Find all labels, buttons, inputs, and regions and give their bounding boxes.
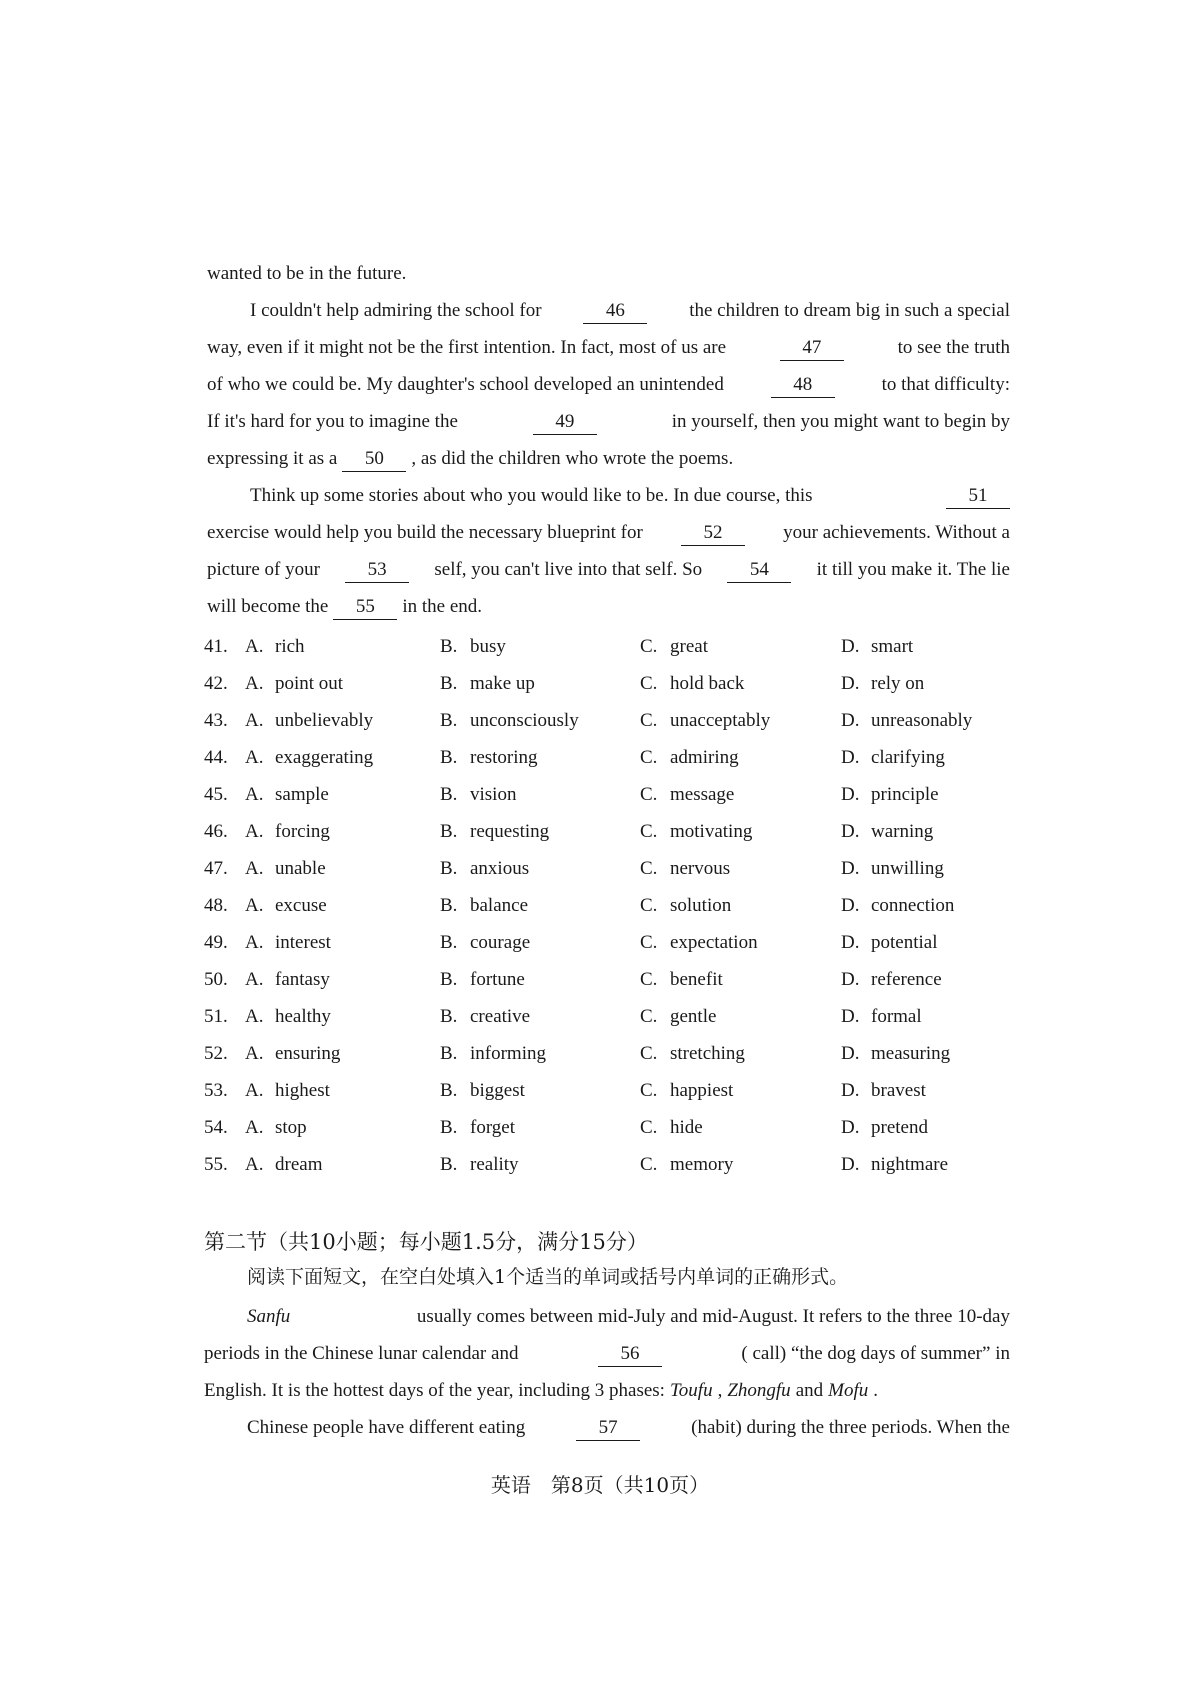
text-segment: way, even if it might not be the first intention. In fact, most of us are (207, 337, 727, 358)
option-letter: A. (245, 1043, 264, 1064)
answer-blank: 53 (345, 558, 409, 583)
text-segment: the children to dream big in such a special (689, 300, 1010, 321)
option-text: ensuring (275, 1043, 341, 1064)
option-b (440, 1109, 515, 1146)
text-segment: picture of your (207, 559, 320, 580)
option-text: potential (871, 932, 938, 953)
option-b (440, 1072, 525, 1109)
text-segment: exercise would help you build the necessary blueprint for (207, 522, 643, 543)
option-letter: B. (440, 747, 458, 768)
option-d (841, 887, 954, 924)
option-a (245, 850, 326, 887)
option-letter: C. (640, 821, 658, 842)
option-text: principle (871, 784, 939, 805)
option-letter: A. (245, 858, 264, 879)
option-text: vision (470, 784, 517, 805)
question-number: 46. (204, 821, 228, 842)
option-letter: C. (640, 1006, 658, 1027)
option-c (640, 887, 731, 924)
option-row (204, 961, 1024, 998)
option-text: courage (470, 932, 531, 953)
option-b (440, 924, 530, 961)
option-letter: B. (440, 1117, 458, 1138)
option-letter: D. (841, 1117, 860, 1138)
option-d (841, 813, 933, 850)
option-letter: B. (440, 784, 458, 805)
option-b (440, 998, 530, 1035)
option-letter: C. (640, 932, 658, 953)
option-text: measuring (871, 1043, 951, 1064)
text-segment: it till you make it. The lie (816, 559, 1010, 580)
option-letter: C. (640, 1080, 658, 1101)
option-letter: D. (841, 1006, 860, 1027)
question-number: 41. (204, 636, 228, 657)
text-segment: If it's hard for you to imagine the (207, 411, 458, 432)
section-instruction: 阅读下面短文，在空白处填入1个适当的单词或括号内单词的正确形式。 (247, 1266, 849, 1288)
question-number: 48. (204, 895, 228, 916)
italic-term: Toufu (669, 1380, 713, 1401)
answer-blank: 50 (342, 447, 406, 472)
option-letter: C. (640, 858, 658, 879)
option-letter: B. (440, 969, 458, 990)
option-text: make up (470, 673, 535, 694)
option-b (440, 813, 549, 850)
option-letter: A. (245, 821, 264, 842)
option-b (440, 665, 535, 702)
text-segment: in the end. (402, 596, 483, 617)
text-segment: English. It is the hottest days of the year, including 3 phases: (204, 1380, 665, 1401)
text-segment: I couldn't help admiring the school for (250, 300, 542, 321)
text-line (207, 440, 1010, 477)
text-segment: in yourself, then you might want to begin by (671, 411, 1010, 432)
option-text: healthy (275, 1006, 331, 1027)
option-letter: D. (841, 1080, 860, 1101)
option-text: forget (470, 1117, 516, 1138)
option-c (640, 702, 770, 739)
option-text: informing (470, 1043, 546, 1064)
option-text: balance (470, 895, 529, 916)
option-text: warning (871, 821, 934, 842)
text-segment: self, you can't live into that self. So (434, 559, 703, 580)
option-letter: C. (640, 895, 658, 916)
option-b (440, 628, 506, 665)
option-letter: D. (841, 932, 860, 953)
text-line (204, 1409, 1010, 1446)
option-d (841, 628, 913, 665)
question-number: 49. (204, 932, 228, 953)
text-segment: . (873, 1380, 878, 1401)
option-c (640, 1072, 733, 1109)
question-number: 55. (204, 1154, 228, 1175)
option-text: formal (871, 1006, 922, 1027)
option-letter: A. (245, 1117, 264, 1138)
text-segment: your achievements. Without a (783, 522, 1010, 543)
text-line (207, 366, 1010, 403)
question-number: 44. (204, 747, 228, 768)
text-line (207, 329, 1010, 366)
option-row (204, 850, 1024, 887)
question-number: 45. (204, 784, 228, 805)
option-letter: B. (440, 1043, 458, 1064)
option-a (245, 1109, 307, 1146)
option-d (841, 776, 939, 813)
option-letter: C. (640, 710, 658, 731)
option-c (640, 924, 758, 961)
option-text: creative (470, 1006, 531, 1027)
answer-blank: 52 (681, 521, 745, 546)
option-row (204, 1109, 1024, 1146)
option-text: reference (871, 969, 942, 990)
option-letter: D. (841, 747, 860, 768)
option-text: excuse (275, 895, 327, 916)
text-line (204, 1372, 1010, 1409)
text-line (207, 255, 1010, 292)
option-text: fortune (470, 969, 525, 990)
page-footer: 英语 第8页（共10页） (490, 1473, 710, 1497)
option-row (204, 1072, 1024, 1109)
option-c (640, 1035, 745, 1072)
option-c (640, 961, 723, 998)
option-text: bravest (871, 1080, 926, 1101)
option-text: dream (275, 1154, 323, 1175)
text-segment: , as did the children who wrote the poems. (411, 448, 734, 469)
text-segment: wanted to be in the future. (207, 263, 407, 284)
question-number: 51. (204, 1006, 228, 1027)
text-line (204, 1335, 1010, 1372)
option-b (440, 739, 538, 776)
option-letter: D. (841, 821, 860, 842)
answer-blank: 56 (598, 1342, 662, 1367)
option-text: rich (275, 636, 305, 657)
option-a (245, 1072, 330, 1109)
option-text: nightmare (871, 1154, 949, 1175)
option-a (245, 1035, 340, 1072)
text-segment: to see the truth (897, 337, 1010, 358)
option-letter: C. (640, 747, 658, 768)
option-c (640, 850, 730, 887)
option-a (245, 813, 330, 850)
option-letter: A. (245, 747, 264, 768)
option-c (640, 1109, 703, 1146)
option-text: requesting (470, 821, 550, 842)
option-text: unbelievably (275, 710, 374, 731)
text-line (207, 588, 1010, 625)
option-text: solution (670, 895, 732, 916)
text-line (207, 514, 1010, 551)
text-segment: , (717, 1380, 723, 1401)
option-letter: C. (640, 673, 658, 694)
text-segment: to that difficulty: (881, 374, 1010, 395)
option-letter: D. (841, 710, 860, 731)
option-text: connection (871, 895, 955, 916)
option-a (245, 739, 373, 776)
option-a (245, 702, 373, 739)
option-c (640, 628, 708, 665)
option-a (245, 961, 330, 998)
text-line (204, 1298, 1010, 1335)
option-letter: B. (440, 673, 458, 694)
option-b (440, 961, 525, 998)
option-text: hold back (670, 673, 745, 694)
option-text: forcing (275, 821, 330, 842)
option-text: pretend (871, 1117, 928, 1138)
answer-blank: 48 (771, 373, 835, 398)
option-b (440, 1035, 546, 1072)
option-c (640, 665, 744, 702)
italic-term: Sanfu (247, 1306, 291, 1327)
answer-blank: 55 (333, 595, 397, 620)
option-c (640, 998, 716, 1035)
option-letter: A. (245, 969, 264, 990)
text-line (207, 403, 1010, 440)
option-letter: D. (841, 784, 860, 805)
cloze-passage (207, 255, 1010, 625)
option-a (245, 998, 331, 1035)
option-letter: B. (440, 710, 458, 731)
option-text: busy (470, 636, 506, 657)
option-d (841, 998, 922, 1035)
text-segment: Chinese people have different eating (247, 1417, 526, 1438)
question-number: 54. (204, 1117, 228, 1138)
option-row (204, 1035, 1024, 1072)
option-text: clarifying (871, 747, 945, 768)
option-letter: B. (440, 636, 458, 657)
option-text: biggest (470, 1080, 525, 1101)
option-row (204, 887, 1024, 924)
option-text: great (670, 636, 708, 657)
text-line (207, 292, 1010, 329)
option-c (640, 1146, 733, 1183)
option-text: fantasy (275, 969, 330, 990)
option-a (245, 776, 329, 813)
option-text: unacceptably (670, 710, 771, 731)
question-number: 43. (204, 710, 228, 731)
text-segment: will become the (207, 596, 329, 617)
option-text: highest (275, 1080, 330, 1101)
option-letter: D. (841, 1154, 860, 1175)
option-a (245, 887, 327, 924)
option-d (841, 961, 942, 998)
option-d (841, 1035, 950, 1072)
option-text: anxious (470, 858, 530, 879)
italic-term: Mofu (828, 1380, 869, 1401)
option-text: unreasonably (871, 710, 973, 731)
option-letter: D. (841, 858, 860, 879)
option-c (640, 739, 739, 776)
answer-blank: 51 (946, 484, 1010, 509)
option-letter: D. (841, 673, 860, 694)
grammar-passage (204, 1298, 1010, 1446)
option-text: admiring (670, 747, 739, 768)
option-text: motivating (670, 821, 753, 842)
option-a (245, 924, 331, 961)
option-text: stop (275, 1117, 307, 1138)
option-b (440, 887, 528, 924)
option-letter: C. (640, 1154, 658, 1175)
option-d (841, 665, 924, 702)
option-letter: C. (640, 969, 658, 990)
option-text: nervous (670, 858, 731, 879)
question-number: 53. (204, 1080, 228, 1101)
option-row (204, 998, 1024, 1035)
option-d (841, 1072, 926, 1109)
option-b (440, 702, 579, 739)
option-letter: D. (841, 969, 860, 990)
option-letter: A. (245, 1080, 264, 1101)
question-number: 42. (204, 673, 228, 694)
option-b (440, 776, 516, 813)
section-heading: 第二节（共10小题；每小题1.5分，满分15分） (204, 1230, 648, 1254)
option-letter: A. (245, 895, 264, 916)
option-text: reality (470, 1154, 519, 1175)
text-segment: usually comes between mid-July and mid-August. It refers to the three 10-day (416, 1306, 1010, 1327)
option-b (440, 1146, 519, 1183)
option-row (204, 739, 1024, 776)
text-line (207, 551, 1010, 588)
option-letter: B. (440, 1006, 458, 1027)
option-letter: C. (640, 784, 658, 805)
option-letter: A. (245, 932, 264, 953)
option-letter: A. (245, 1006, 264, 1027)
option-row (204, 1146, 1024, 1183)
option-letter: D. (841, 1043, 860, 1064)
option-row (204, 776, 1024, 813)
cloze-options (204, 628, 1024, 1183)
option-text: point out (275, 673, 344, 694)
option-row (204, 924, 1024, 961)
option-a (245, 665, 343, 702)
option-text: rely on (871, 673, 925, 694)
text-segment: expressing it as a (207, 448, 338, 469)
option-c (640, 776, 734, 813)
option-d (841, 924, 937, 961)
option-letter: A. (245, 636, 264, 657)
option-text: unconsciously (470, 710, 579, 731)
option-letter: C. (640, 636, 658, 657)
option-letter: A. (245, 1154, 264, 1175)
option-text: interest (275, 932, 331, 953)
question-number: 47. (204, 858, 228, 879)
option-letter: A. (245, 673, 264, 694)
option-text: smart (871, 636, 914, 657)
option-text: gentle (670, 1006, 717, 1027)
option-row (204, 628, 1024, 665)
answer-blank: 54 (727, 558, 791, 583)
option-text: benefit (670, 969, 723, 990)
text-segment: Think up some stories about who you would like to be. In due course, this (250, 485, 813, 506)
option-letter: B. (440, 821, 458, 842)
option-text: message (670, 784, 735, 805)
option-d (841, 739, 945, 776)
option-text: sample (275, 784, 329, 805)
option-letter: C. (640, 1043, 658, 1064)
option-letter: B. (440, 932, 458, 953)
option-letter: B. (440, 1154, 458, 1175)
text-segment: ( call) “the dog days of summer” in (741, 1343, 1010, 1364)
option-letter: A. (245, 710, 264, 731)
option-d (841, 1109, 928, 1146)
option-letter: A. (245, 784, 264, 805)
option-row (204, 813, 1024, 850)
option-c (640, 813, 752, 850)
option-a (245, 628, 305, 665)
option-text: hide (670, 1117, 703, 1138)
option-row (204, 665, 1024, 702)
option-letter: B. (440, 858, 458, 879)
text-segment: and (795, 1380, 824, 1401)
text-segment: (habit) during the three periods. When the (691, 1417, 1010, 1438)
option-text: memory (670, 1154, 734, 1175)
option-d (841, 1146, 948, 1183)
text-segment: of who we could be. My daughter's school developed an unintended (207, 374, 724, 395)
option-text: unwilling (871, 858, 944, 879)
question-number: 52. (204, 1043, 228, 1064)
option-a (245, 1146, 322, 1183)
answer-blank: 46 (583, 299, 647, 324)
option-letter: B. (440, 1080, 458, 1101)
option-letter: D. (841, 895, 860, 916)
answer-blank: 47 (780, 336, 844, 361)
text-segment: periods in the Chinese lunar calendar and (204, 1343, 519, 1364)
option-text: exaggerating (275, 747, 374, 768)
option-d (841, 850, 944, 887)
option-d (841, 702, 972, 739)
answer-blank: 49 (533, 410, 597, 435)
option-letter: C. (640, 1117, 658, 1138)
option-text: expectation (670, 932, 758, 953)
option-b (440, 850, 529, 887)
text-line (207, 477, 1010, 514)
option-letter: B. (440, 895, 458, 916)
option-row (204, 702, 1024, 739)
answer-blank: 57 (576, 1416, 640, 1441)
option-text: happiest (670, 1080, 734, 1101)
question-number: 50. (204, 969, 228, 990)
option-text: stretching (670, 1043, 745, 1064)
italic-term: Zhongfu (727, 1380, 791, 1401)
option-text: restoring (470, 747, 538, 768)
option-letter: D. (841, 636, 860, 657)
option-text: unable (275, 858, 326, 879)
